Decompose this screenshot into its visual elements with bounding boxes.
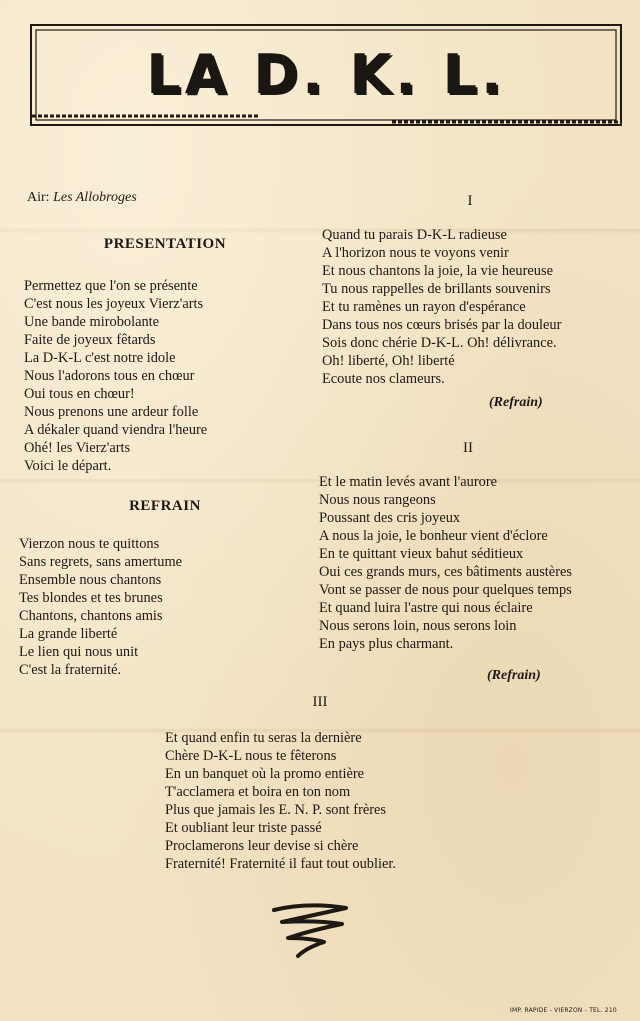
squiggle-ornament-icon — [268, 900, 352, 960]
verse-line: Nous prenons une ardeur folle — [24, 404, 199, 420]
verse-line: Nous nous rangeons — [319, 492, 436, 508]
page-title: LA D. K. L. — [146, 43, 506, 106]
verse-line: Quand tu parais D-K-L radieuse — [322, 227, 507, 243]
verse-line: A nous la joie, le bonheur vient d'éclore — [319, 528, 548, 544]
verse-line: Oui tous en chœur! — [24, 386, 135, 402]
verse-line: Proclamerons leur devise si chère — [165, 838, 359, 854]
verse-1-refrain-tag: (Refrain) — [489, 395, 543, 410]
verse-line: Voici le départ. — [24, 458, 112, 474]
verse-line: Permettez que l'on se présente — [24, 278, 198, 294]
verse-line: Vont se passer de nous pour quelques temps — [319, 582, 572, 598]
presentation-heading: PRESENTATION — [103, 236, 227, 252]
verse-line: Et nous chantons la joie, la vie heureuse — [322, 263, 553, 279]
verse-line: En te quittant vieux bahut séditieux — [319, 546, 524, 562]
verse-line: Et le matin levés avant l'aurore — [319, 474, 498, 490]
verse-3-stanza — [165, 729, 396, 873]
verse-line: Chère D-K-L nous te fêterons — [165, 748, 337, 764]
verse-line: En un banquet où la promo entière — [165, 766, 365, 782]
air-line — [27, 190, 137, 206]
verse-line: Tes blondes et tes brunes — [19, 590, 163, 606]
verse-line: Chantons, chantons amis — [19, 608, 163, 624]
verse-line: Oh! liberté, Oh! liberté — [322, 353, 455, 369]
verse-line: Ecoute nos clameurs. — [322, 371, 445, 387]
verse-line: Et oubliant leur triste passé — [165, 820, 322, 836]
verse-line: La D-K-L c'est notre idole — [24, 350, 176, 366]
verse-2-number: II — [463, 440, 473, 456]
refrain-stanza — [19, 535, 182, 679]
verse-line: Plus que jamais les E. N. P. sont frères — [165, 802, 387, 818]
verse-1-number: I — [467, 193, 473, 209]
verse-2-refrain-tag: (Refrain) — [487, 668, 541, 683]
verse-line: A dékaler quand viendra l'heure — [24, 422, 208, 438]
verse-line: La grande liberté — [19, 626, 118, 642]
air-tune: Les Allobroges — [53, 190, 137, 205]
verse-line: Fraternité! Fraternité il faut tout oublier. — [165, 856, 396, 872]
verse-line: Le lien qui nous unit — [19, 644, 139, 660]
verse-line: Et tu ramènes un rayon d'espérance — [322, 299, 526, 315]
printer-imprint: IMP. RAPIDE - VIERZON - TEL. 210 — [510, 1007, 617, 1014]
verse-line: En pays plus charmant. — [319, 636, 454, 652]
verse-line: Sans regrets, sans amertume — [19, 554, 183, 570]
verse-line: A l'horizon nous te voyons venir — [322, 245, 509, 261]
verse-line: Dans tous nos cœurs brisés par la douleur — [322, 317, 562, 333]
verse-line: Poussant des cris joyeux — [319, 510, 461, 526]
verse-line: Ohé! les Vierz'arts — [24, 440, 131, 456]
verse-line: Ensemble nous chantons — [19, 572, 162, 588]
verse-line: C'est nous les joyeux Vierz'arts — [24, 296, 204, 312]
verse-line: Nous serons loin, nous serons loin — [319, 618, 517, 634]
verse-line: C'est la fraternité. — [19, 662, 122, 678]
verse-line: Oui ces grands murs, ces bâtiments austères — [319, 564, 572, 580]
refrain-heading: REFRAIN — [129, 498, 201, 514]
presentation-stanza — [24, 277, 207, 475]
verse-line: T'acclamera et boira en ton nom — [165, 784, 351, 800]
verse-line: Sois donc chérie D-K-L. Oh! délivrance. — [322, 335, 557, 351]
verse-line: Et quand luira l'astre qui nous éclaire — [319, 600, 533, 616]
verse-line: Et quand enfin tu seras la dernière — [165, 730, 362, 746]
verse-line: Nous l'adorons tous en chœur — [24, 368, 195, 384]
verse-3-number: III — [312, 694, 328, 710]
verse-line: Une bande mirobolante — [24, 314, 160, 330]
verse-line: Tu nous rappelles de brillants souvenirs — [322, 281, 551, 297]
verse-line: Faite de joyeux fêtards — [24, 332, 156, 348]
verse-line: Vierzon nous te quittons — [19, 536, 160, 552]
verse-1-stanza — [322, 226, 561, 388]
verse-2-stanza — [319, 473, 572, 653]
air-label: Air: — [27, 190, 50, 205]
